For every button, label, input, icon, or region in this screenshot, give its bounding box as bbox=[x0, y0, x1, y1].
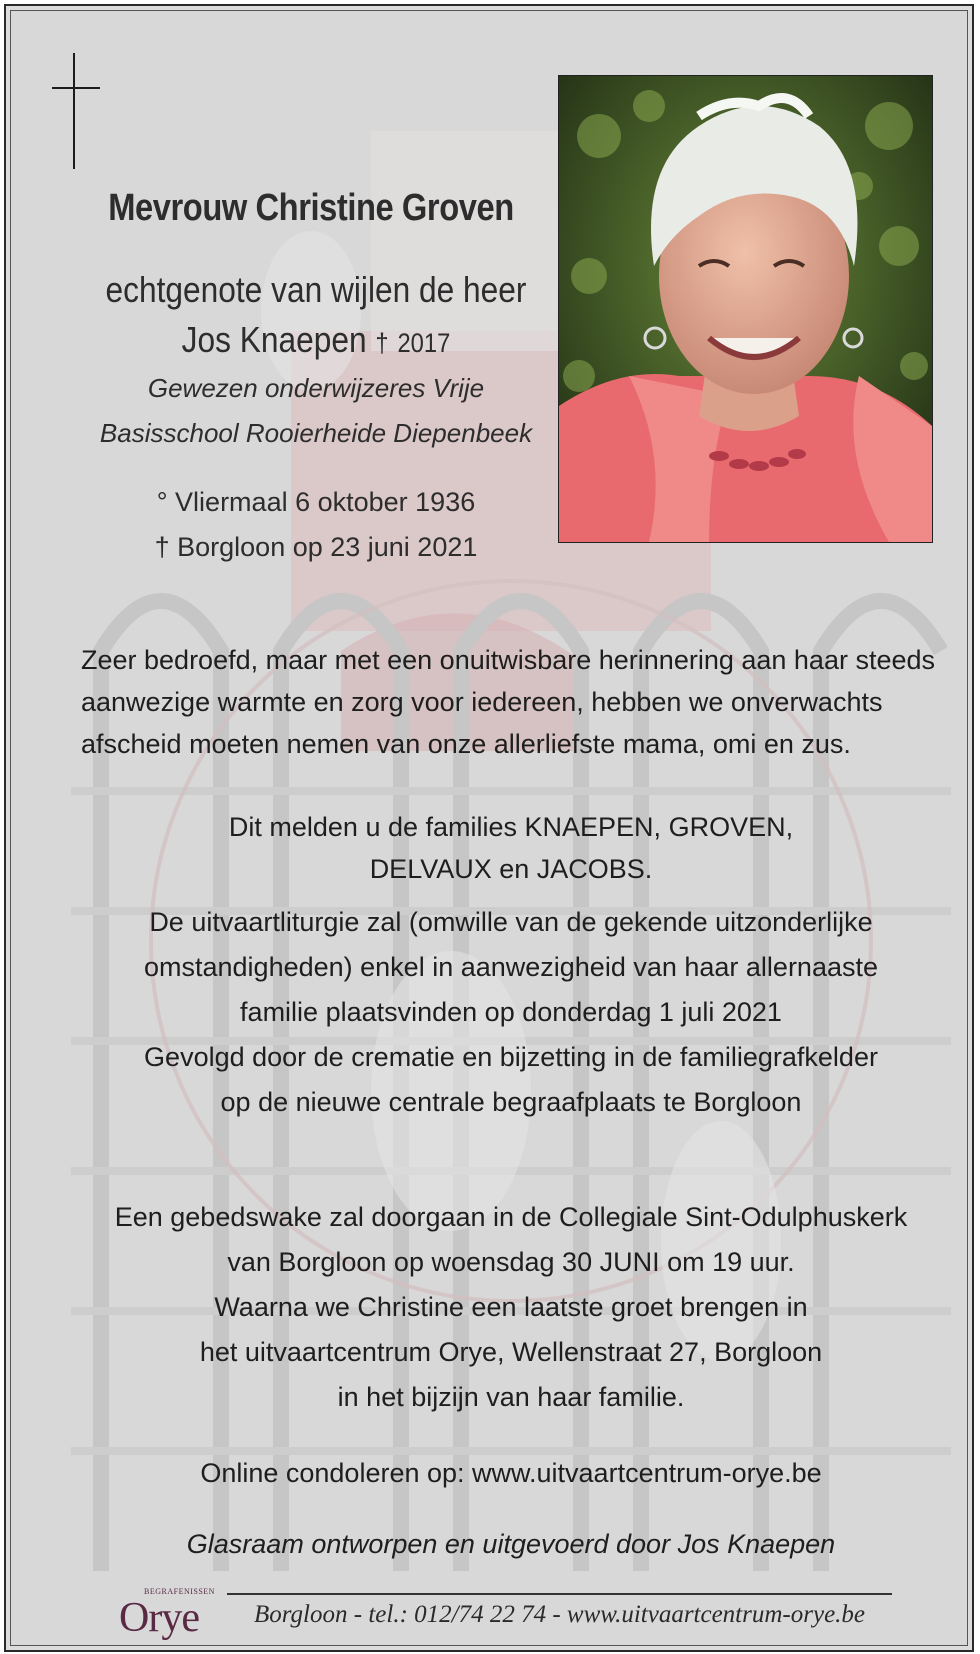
logo-subtitle: BEGRAFENISSEN bbox=[144, 1587, 215, 1596]
spouse-death-mark: † bbox=[375, 328, 389, 358]
spouse-line: echtgenote van wijlen de heer bbox=[105, 269, 527, 310]
wake-line: van Borgloon op woensdag 30 JUNI om 19 uur. bbox=[227, 1247, 795, 1277]
obituary-inner-frame bbox=[10, 10, 968, 1646]
message-paragraph: Zeer bedroefd, maar met een onuitwisbare herinnering aan haar steeds aanwezige warmte en zorg voor iedereen, hebben we onverwachts afscheid moeten nemen van onze allerliefste mama, omi en zus. bbox=[81, 645, 936, 759]
wake-line: Waarna we Christine een laatste groet brengen in bbox=[214, 1292, 808, 1322]
wake-line: Een gebedswake zal doorgaan in de Collegiale Sint-Odulphuskerk bbox=[114, 1202, 908, 1232]
spouse-death-year: 2017 bbox=[397, 328, 451, 358]
occupation-line-2: Basisschool Rooierheide Diepenbeek bbox=[99, 418, 533, 448]
liturgy-line: Gevolgd door de crematie en bijzetting in de familiegrafkelder bbox=[144, 1042, 878, 1072]
occupation-line-1: Gewezen onderwijzeres Vrije bbox=[147, 373, 485, 403]
death-date: † Borgloon op 23 juni 2021 bbox=[154, 532, 478, 562]
cross-icon bbox=[11, 11, 131, 181]
liturgy-line: omstandigheden) enkel in aanwezigheid van haar allernaaste bbox=[144, 952, 878, 982]
orye-logo: Orye bbox=[119, 1595, 199, 1641]
wake-line: het uitvaartcentrum Orye, Wellenstraat 27, Borgloon bbox=[199, 1337, 823, 1367]
wake-block bbox=[61, 1195, 961, 1420]
footer-contact: Borgloon - tel.: 012/74 22 74 - www.uitvaartcentrum-orye.be bbox=[253, 1601, 866, 1628]
wake-line: in het bijzijn van haar familie. bbox=[337, 1382, 685, 1412]
liturgy-block bbox=[71, 900, 951, 1125]
liturgy-line: op de nieuwe centrale begraafplaats te Borgloon bbox=[220, 1087, 802, 1117]
birth-date: ° Vliermaal 6 oktober 1936 bbox=[156, 487, 476, 517]
deceased-name: Mevrouw Christine Groven bbox=[108, 187, 514, 229]
families-line-2: DELVAUX en JACOBS. bbox=[369, 854, 653, 884]
spouse-name-line bbox=[83, 319, 549, 361]
online-condolence: Online condoleren op: www.uitvaartcentrum-orye.be bbox=[200, 1458, 822, 1488]
window-credit: Glasraam ontworpen en uitgevoerd door Jos Knaepen bbox=[186, 1529, 836, 1559]
portrait-photo bbox=[558, 75, 933, 543]
footer-divider bbox=[227, 1593, 892, 1595]
obituary-card bbox=[4, 4, 974, 1652]
spouse-name: Jos Knaepen bbox=[181, 319, 367, 360]
liturgy-line: familie plaatsvinden op donderdag 1 juli 2021 bbox=[240, 997, 782, 1027]
families-line-1: Dit melden u de families KNAEPEN, GROVEN, bbox=[228, 812, 794, 842]
liturgy-line: De uitvaartliturgie zal (omwille van de gekende uitzonderlijke bbox=[149, 907, 873, 937]
